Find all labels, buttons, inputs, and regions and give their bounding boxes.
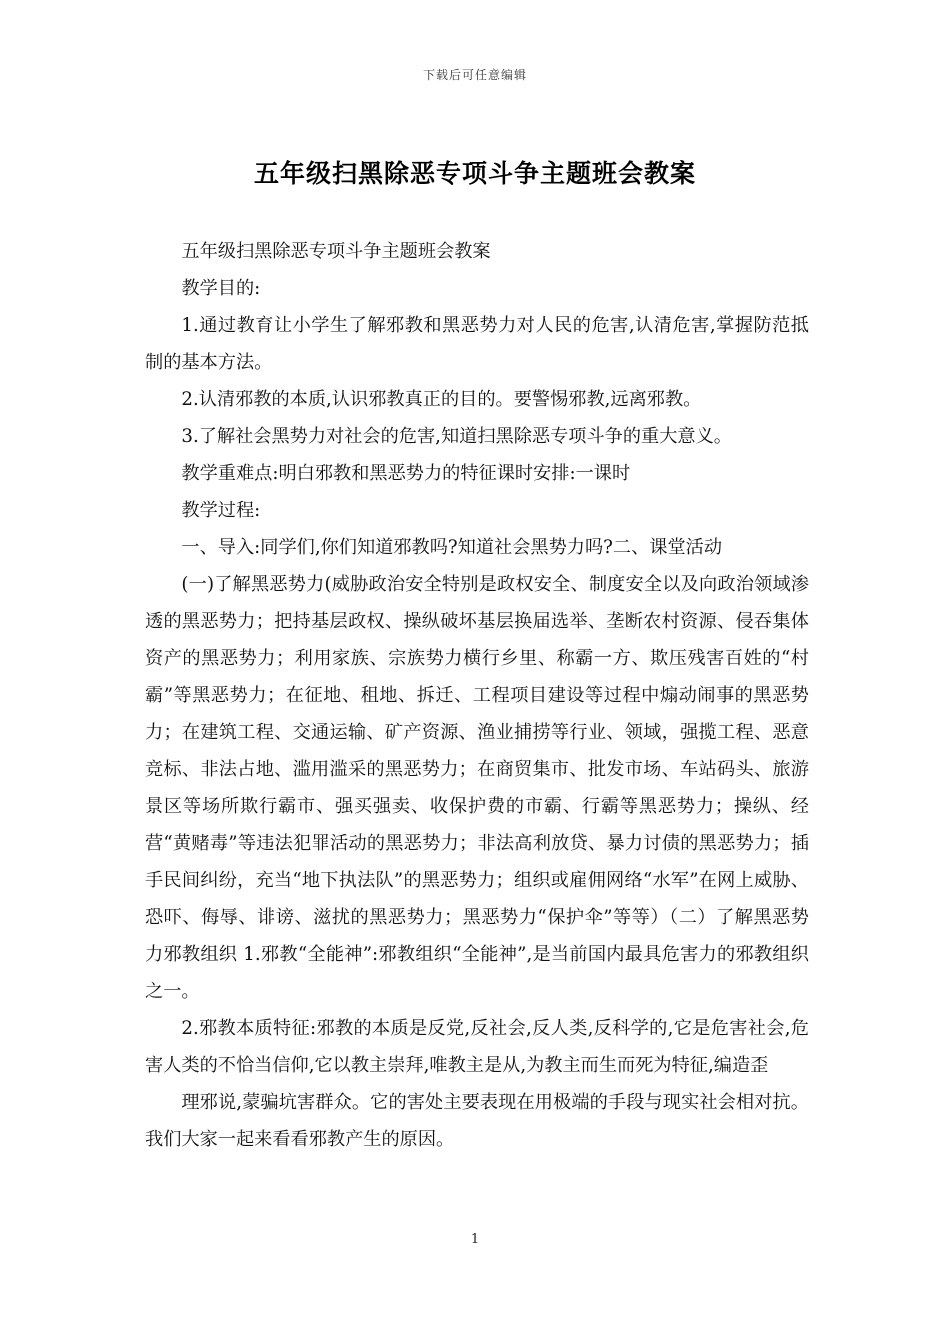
paragraph-activity-1: (一)了解黑恶势力(威胁政治安全特别是政权安全、制度安全以及向政治领域渗透的黑恶势力；把持基层政权、操纵破坏基层换届选举、垄断农村资源、侵吞集体资产的黑恶势力；利用家族、宗族势力横行乡里、称霸一方、欺压残害百姓的“村霸”等黑恶势力；在征地、租地、拆迁、工程项目建设等过程中煽动闹事的黑恶势力；在建筑工程、交通运输、矿产资源、渔业捕捞等行业、领域，强揽工程、恶意竞标、非法占地、滥用滥采的黑恶势力；在商贸集市、批发市场、车站码头、旅游景区等场所欺行霸市、强买强卖、收保护费的市霸、行霸等黑恶势力；操纵、经营“黄赌毒”等违法犯罪活动的黑恶势力；非法高利放贷、暴力讨债的黑恶势力；插手民间纠纷，充当“地下执法队”的黑恶势力；组织或雇佣网络“水军”在网上威胁、恐吓、侮辱、诽谤、滋扰的黑恶势力；黑恶势力“保护伞”等等）（二）了解黑恶势力邪教组织 1.邪教“全能神”:邪教组织“全能神”,是当前国内最具危害力的邪教组织之一。: [145, 574, 809, 1002]
paragraph-introduction: 一、导入:同学们,你们知道邪教吗?知道社会黑势力吗?二、课堂活动: [181, 537, 723, 558]
paragraph-objective-2: 2.认清邪教的本质,认识邪教真正的目的。要警惕邪教,远离邪教。: [181, 389, 702, 410]
paragraph-subtitle: 五年级扫黑除恶专项斗争主题班会教案: [181, 241, 491, 262]
paragraph-objective-1: 1.通过教育让小学生了解邪教和黑恶势力对人民的危害,认清危害,掌握防范抵制的基本方法。: [145, 315, 809, 373]
page-number: 1: [470, 1232, 480, 1247]
document-title: 五年级扫黑除恶专项斗争主题班会教案: [253, 159, 696, 188]
paragraph-key-points: 教学重难点:明白邪教和黑恶势力的特征课时安排:一课时: [181, 463, 631, 484]
paragraph-cult-harm: 理邪说,蒙骗坑害群众。它的害处主要表现在用极端的手段与现实社会相对抗。我们大家一起来看看邪教产生的原因。: [145, 1092, 809, 1150]
paragraph-cult-characteristics: 2.邪教本质特征:邪教的本质是反党,反社会,反人类,反科学的,它是危害社会,危害人类的不恰当信仰,它以教主崇拜,唯教主是从,为教主而生而死为特征,编造歪: [145, 1018, 809, 1076]
document-body: [145, 233, 809, 1158]
paragraph-objective-3: 3.了解社会黑势力对社会的危害,知道扫黑除恶专项斗争的重大意义。: [181, 426, 732, 447]
paragraph-objectives-heading: 教学目的:: [181, 278, 261, 299]
page-header-note: 下载后可任意编辑: [422, 68, 527, 82]
paragraph-process-heading: 教学过程:: [181, 500, 261, 521]
